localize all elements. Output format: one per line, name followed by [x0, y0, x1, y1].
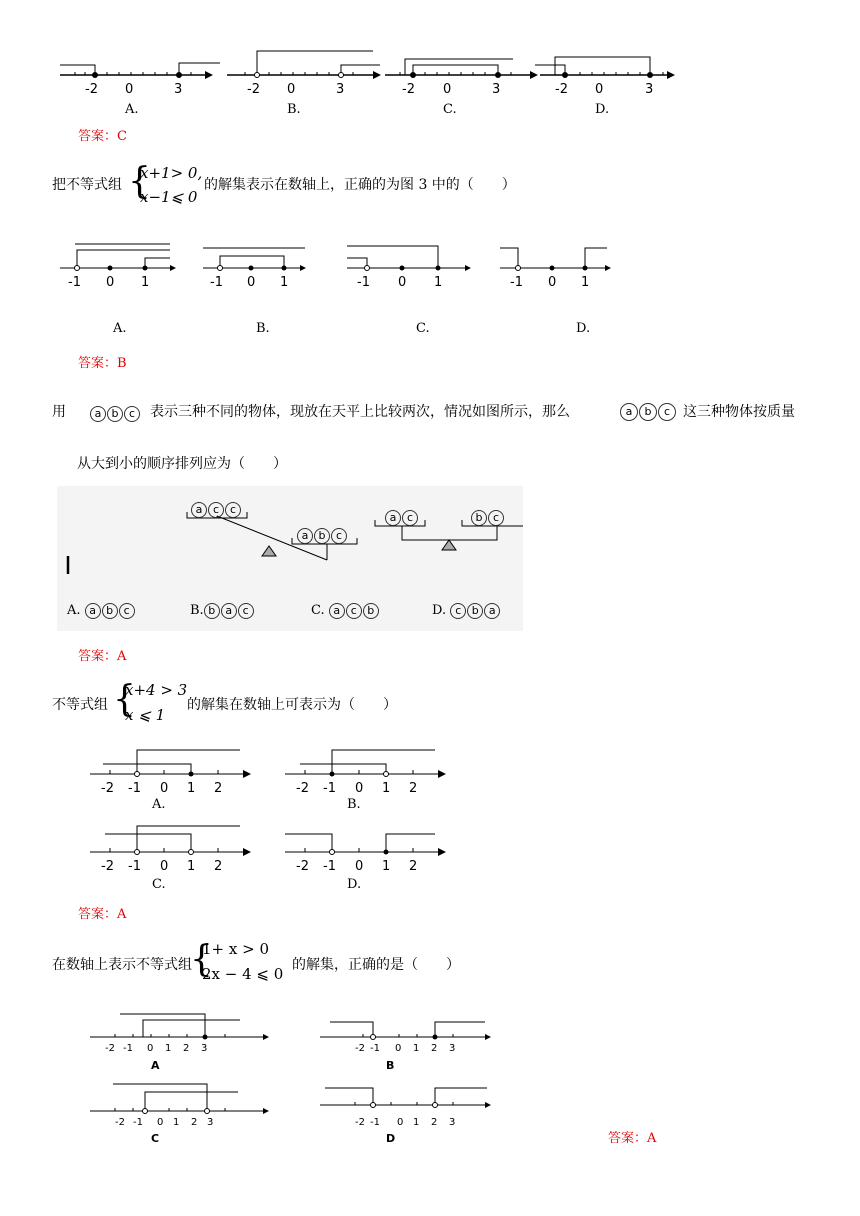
q4-b-tick-neg1: -1 [323, 781, 336, 796]
q2-a-tick-1: 1 [141, 275, 150, 290]
q5-b-tick-1: 1 [413, 1043, 420, 1054]
object-c-icon: c [331, 528, 347, 544]
object-b-icon: b [204, 603, 220, 619]
q5-c-tick-1: 1 [173, 1117, 180, 1128]
q1-c-tick-3: 3 [492, 82, 501, 97]
object-a-icon: a [385, 510, 401, 526]
q4-option-b-number-line [285, 750, 446, 812]
q5-d-tick-3: 3 [449, 1117, 456, 1128]
q5-a-tick-2: 2 [183, 1043, 190, 1054]
object-a-icon: a [484, 603, 500, 619]
scale2-left-pan [385, 506, 419, 526]
q4-c-tick-2: 2 [214, 859, 223, 874]
q5-d-tick-neg2: -2 [355, 1117, 365, 1128]
q3-text-2: 表示三种不同的物体，现放在天平上比较两次，情况如图所示，那么 [150, 404, 570, 420]
q4-c-tick-1: 1 [187, 859, 196, 874]
q4-brace: { [113, 679, 136, 720]
q4-option-a-number-line [90, 750, 251, 812]
q3-option-b [190, 602, 255, 620]
q5-prefix: 在数轴上表示不等式组 [52, 957, 192, 973]
object-c-icon: c [119, 603, 135, 619]
q5-b-tick-0: 0 [395, 1043, 402, 1054]
q2-option-c-number-line [347, 246, 471, 290]
q4-d-tick-2: 2 [409, 859, 418, 874]
q2-brace: { [128, 161, 151, 202]
q4-option-c-number-line [90, 826, 251, 892]
q5-a-tick-3: 3 [201, 1043, 208, 1054]
object-c-icon: c [402, 510, 418, 526]
q4-b-tick-2: 2 [409, 781, 418, 796]
q2-c-tick-neg1: -1 [357, 275, 370, 290]
q5-suffix: 的解集，正确的是（ ） [292, 957, 460, 973]
object-a-icon: a [191, 502, 207, 518]
q5-c-tick-3: 3 [207, 1117, 214, 1128]
q2-option-a-number-line [60, 244, 176, 290]
q2-suffix: 的解集表示在数轴上，正确的为图 3 中的（ ） [204, 177, 516, 193]
q4-d-tick-0: 0 [355, 859, 364, 874]
q4-a-tick-0: 0 [160, 781, 169, 796]
q3-option-a-label: A. [67, 603, 81, 618]
q2-option-d: D. [576, 321, 591, 336]
q4-figure [85, 742, 455, 892]
object-c-icon: c [658, 403, 676, 421]
q3-text-1: 用 [52, 404, 66, 420]
q2-option-a: A. [113, 321, 127, 336]
object-c-icon: c [225, 502, 241, 518]
q4-suffix: 的解集在数轴上可表示为（ ） [187, 697, 397, 713]
scale1-right-pan [297, 524, 348, 544]
q5-line1: 1+ x > 0 [202, 940, 269, 958]
q2-prefix: 把不等式组 [52, 177, 122, 193]
q2-line2: x−1⩽ 0 [140, 188, 198, 206]
q1-option-c-number-line [385, 59, 538, 117]
object-b-icon: b [314, 528, 330, 544]
q2-answer: 答案：B [78, 356, 127, 371]
q2-a-tick-0: 0 [106, 275, 115, 290]
q5-option-a-number-line [90, 1014, 269, 1072]
q2-a-tick-neg1: -1 [68, 275, 81, 290]
q5-b-tick-2: 2 [431, 1043, 438, 1054]
q2-option-b-number-line [203, 248, 306, 290]
q1-b-tick-0: 0 [287, 82, 296, 97]
q3-option-a [67, 602, 136, 620]
q4-a-tick-1: 1 [187, 781, 196, 796]
object-b-icon: b [102, 603, 118, 619]
scale1-left-pan [191, 498, 242, 518]
q5-a-option: A [151, 1059, 160, 1072]
object-a-icon: a [620, 403, 638, 421]
q1-option-b-number-line [227, 51, 381, 117]
q1-c-tick-neg2: -2 [402, 82, 415, 97]
q1-option-a-number-line [60, 63, 220, 117]
q4-d-tick-1: 1 [382, 859, 391, 874]
q1-b-tick-3: 3 [336, 82, 345, 97]
q4-a-tick-2: 2 [214, 781, 223, 796]
q4-answer: 答案：A [78, 907, 127, 922]
q3-answer: 答案：A [78, 649, 127, 664]
q4-a-tick-neg1: -1 [128, 781, 141, 796]
object-c-icon: c [238, 603, 254, 619]
q4-prefix: 不等式组 [52, 697, 108, 713]
q5-d-tick-0: 0 [397, 1117, 404, 1128]
q2-d-tick-neg1: -1 [510, 275, 523, 290]
q4-c-tick-neg2: -2 [101, 859, 114, 874]
q1-a-option: A. [125, 102, 139, 117]
q5-answer: 答案：A [608, 1131, 657, 1146]
object-a-icon: a [329, 603, 345, 619]
q3-text-3: 这三种物体按质量 [683, 404, 795, 420]
q5-d-tick-neg1: -1 [370, 1117, 380, 1128]
q3-figure [57, 486, 523, 631]
q4-d-tick-neg1: -1 [323, 859, 336, 874]
q5-brace: { [190, 939, 213, 980]
object-b-icon: b [363, 603, 379, 619]
object-c-icon: c [208, 502, 224, 518]
q4-b-tick-neg2: -2 [296, 781, 309, 796]
q1-c-tick-0: 0 [443, 82, 452, 97]
object-b-icon: b [471, 510, 487, 526]
object-c-icon: c [346, 603, 362, 619]
q5-c-option: C [151, 1132, 160, 1145]
object-a-icon: a [90, 406, 106, 422]
q5-b-tick-neg1: -1 [370, 1043, 380, 1054]
q5-c-tick-neg1: -1 [133, 1117, 143, 1128]
q5-option-d-number-line [320, 1088, 491, 1145]
q2-option-b: B. [256, 321, 270, 336]
q4-b-tick-1: 1 [382, 781, 391, 796]
object-b-icon: b [107, 406, 123, 422]
object-c-icon: c [488, 510, 504, 526]
q1-a-tick-3: 3 [174, 82, 183, 97]
q4-line2: x ⩽ 1 [125, 706, 166, 724]
q3-option-d-label: D. [432, 603, 447, 618]
object-b-icon: b [639, 403, 657, 421]
q4-a-tick-neg2: -2 [101, 781, 114, 796]
q1-c-option: C. [443, 102, 457, 117]
q5-option-b-number-line [320, 1022, 491, 1072]
q1-a-tick-0: 0 [125, 82, 134, 97]
q5-d-option: D [386, 1132, 396, 1145]
object-a-icon: a [85, 603, 101, 619]
q5-a-tick-1: 1 [165, 1043, 172, 1054]
q5-b-tick-3: 3 [449, 1043, 456, 1054]
q5-c-tick-0: 0 [157, 1117, 164, 1128]
q2-figure [55, 240, 625, 300]
q5-line2: 2x − 4 ⩽ 0 [202, 965, 284, 983]
q1-answer: 答案：C [78, 129, 127, 144]
q3-option-b-label: B. [190, 603, 204, 618]
scale2-right-pan [471, 506, 505, 526]
q4-option-d-number-line [285, 834, 446, 892]
q5-d-tick-1: 1 [413, 1117, 420, 1128]
q1-b-tick-neg2: -2 [247, 82, 260, 97]
q5-c-tick-neg2: -2 [115, 1117, 125, 1128]
q5-b-option: B [386, 1059, 395, 1072]
q3-text-4: 从大到小的顺序排列应为（ ） [77, 456, 287, 472]
q4-line1: x+4 > 3 [125, 681, 188, 699]
object-a-icon: a [221, 603, 237, 619]
q4-c-option: C. [152, 877, 166, 892]
q1-d-option: D. [595, 102, 610, 117]
q4-a-option: A. [152, 797, 166, 812]
q4-c-tick-neg1: -1 [128, 859, 141, 874]
q2-b-tick-0: 0 [247, 275, 256, 290]
object-c-icon: c [450, 603, 466, 619]
q1-figure [55, 45, 680, 125]
q1-d-tick-3: 3 [645, 82, 654, 97]
q2-c-tick-0: 0 [398, 275, 407, 290]
q1-b-option: B. [287, 102, 301, 117]
q3-option-d [432, 602, 501, 620]
object-b-icon: b [467, 603, 483, 619]
q2-option-d-number-line [500, 248, 611, 290]
object-a-icon: a [297, 528, 313, 544]
q5-d-tick-2: 2 [431, 1117, 438, 1128]
q5-option-c-number-line [90, 1084, 269, 1145]
q3-objects-inline-1 [90, 402, 141, 422]
q2-d-tick-1: 1 [581, 275, 590, 290]
q5-a-tick-0: 0 [147, 1043, 154, 1054]
q4-d-tick-neg2: -2 [296, 859, 309, 874]
q1-option-d-number-line [535, 57, 675, 117]
q2-d-tick-0: 0 [548, 275, 557, 290]
q3-option-c-label: C. [311, 603, 325, 618]
q2-b-tick-neg1: -1 [210, 275, 223, 290]
q2-b-tick-1: 1 [280, 275, 289, 290]
q4-c-tick-0: 0 [160, 859, 169, 874]
q2-line1: x+1> 0, [140, 164, 203, 182]
q2-option-c: C. [416, 321, 430, 336]
q5-figure [85, 1004, 510, 1149]
q4-b-tick-0: 0 [355, 781, 364, 796]
q3-option-c [311, 602, 380, 620]
q5-c-tick-2: 2 [191, 1117, 198, 1128]
object-c-icon: c [124, 406, 140, 422]
q2-c-tick-1: 1 [434, 275, 443, 290]
q1-d-tick-0: 0 [595, 82, 604, 97]
q4-b-option: B. [347, 797, 361, 812]
q5-b-tick-neg2: -2 [355, 1043, 365, 1054]
q1-d-tick-neg2: -2 [555, 82, 568, 97]
q1-a-tick-neg2: -2 [85, 82, 98, 97]
q4-d-option: D. [347, 877, 362, 892]
q5-a-tick-neg2: -2 [105, 1043, 115, 1054]
q5-a-tick-neg1: -1 [123, 1043, 133, 1054]
q3-objects-inline-2 [620, 400, 677, 421]
